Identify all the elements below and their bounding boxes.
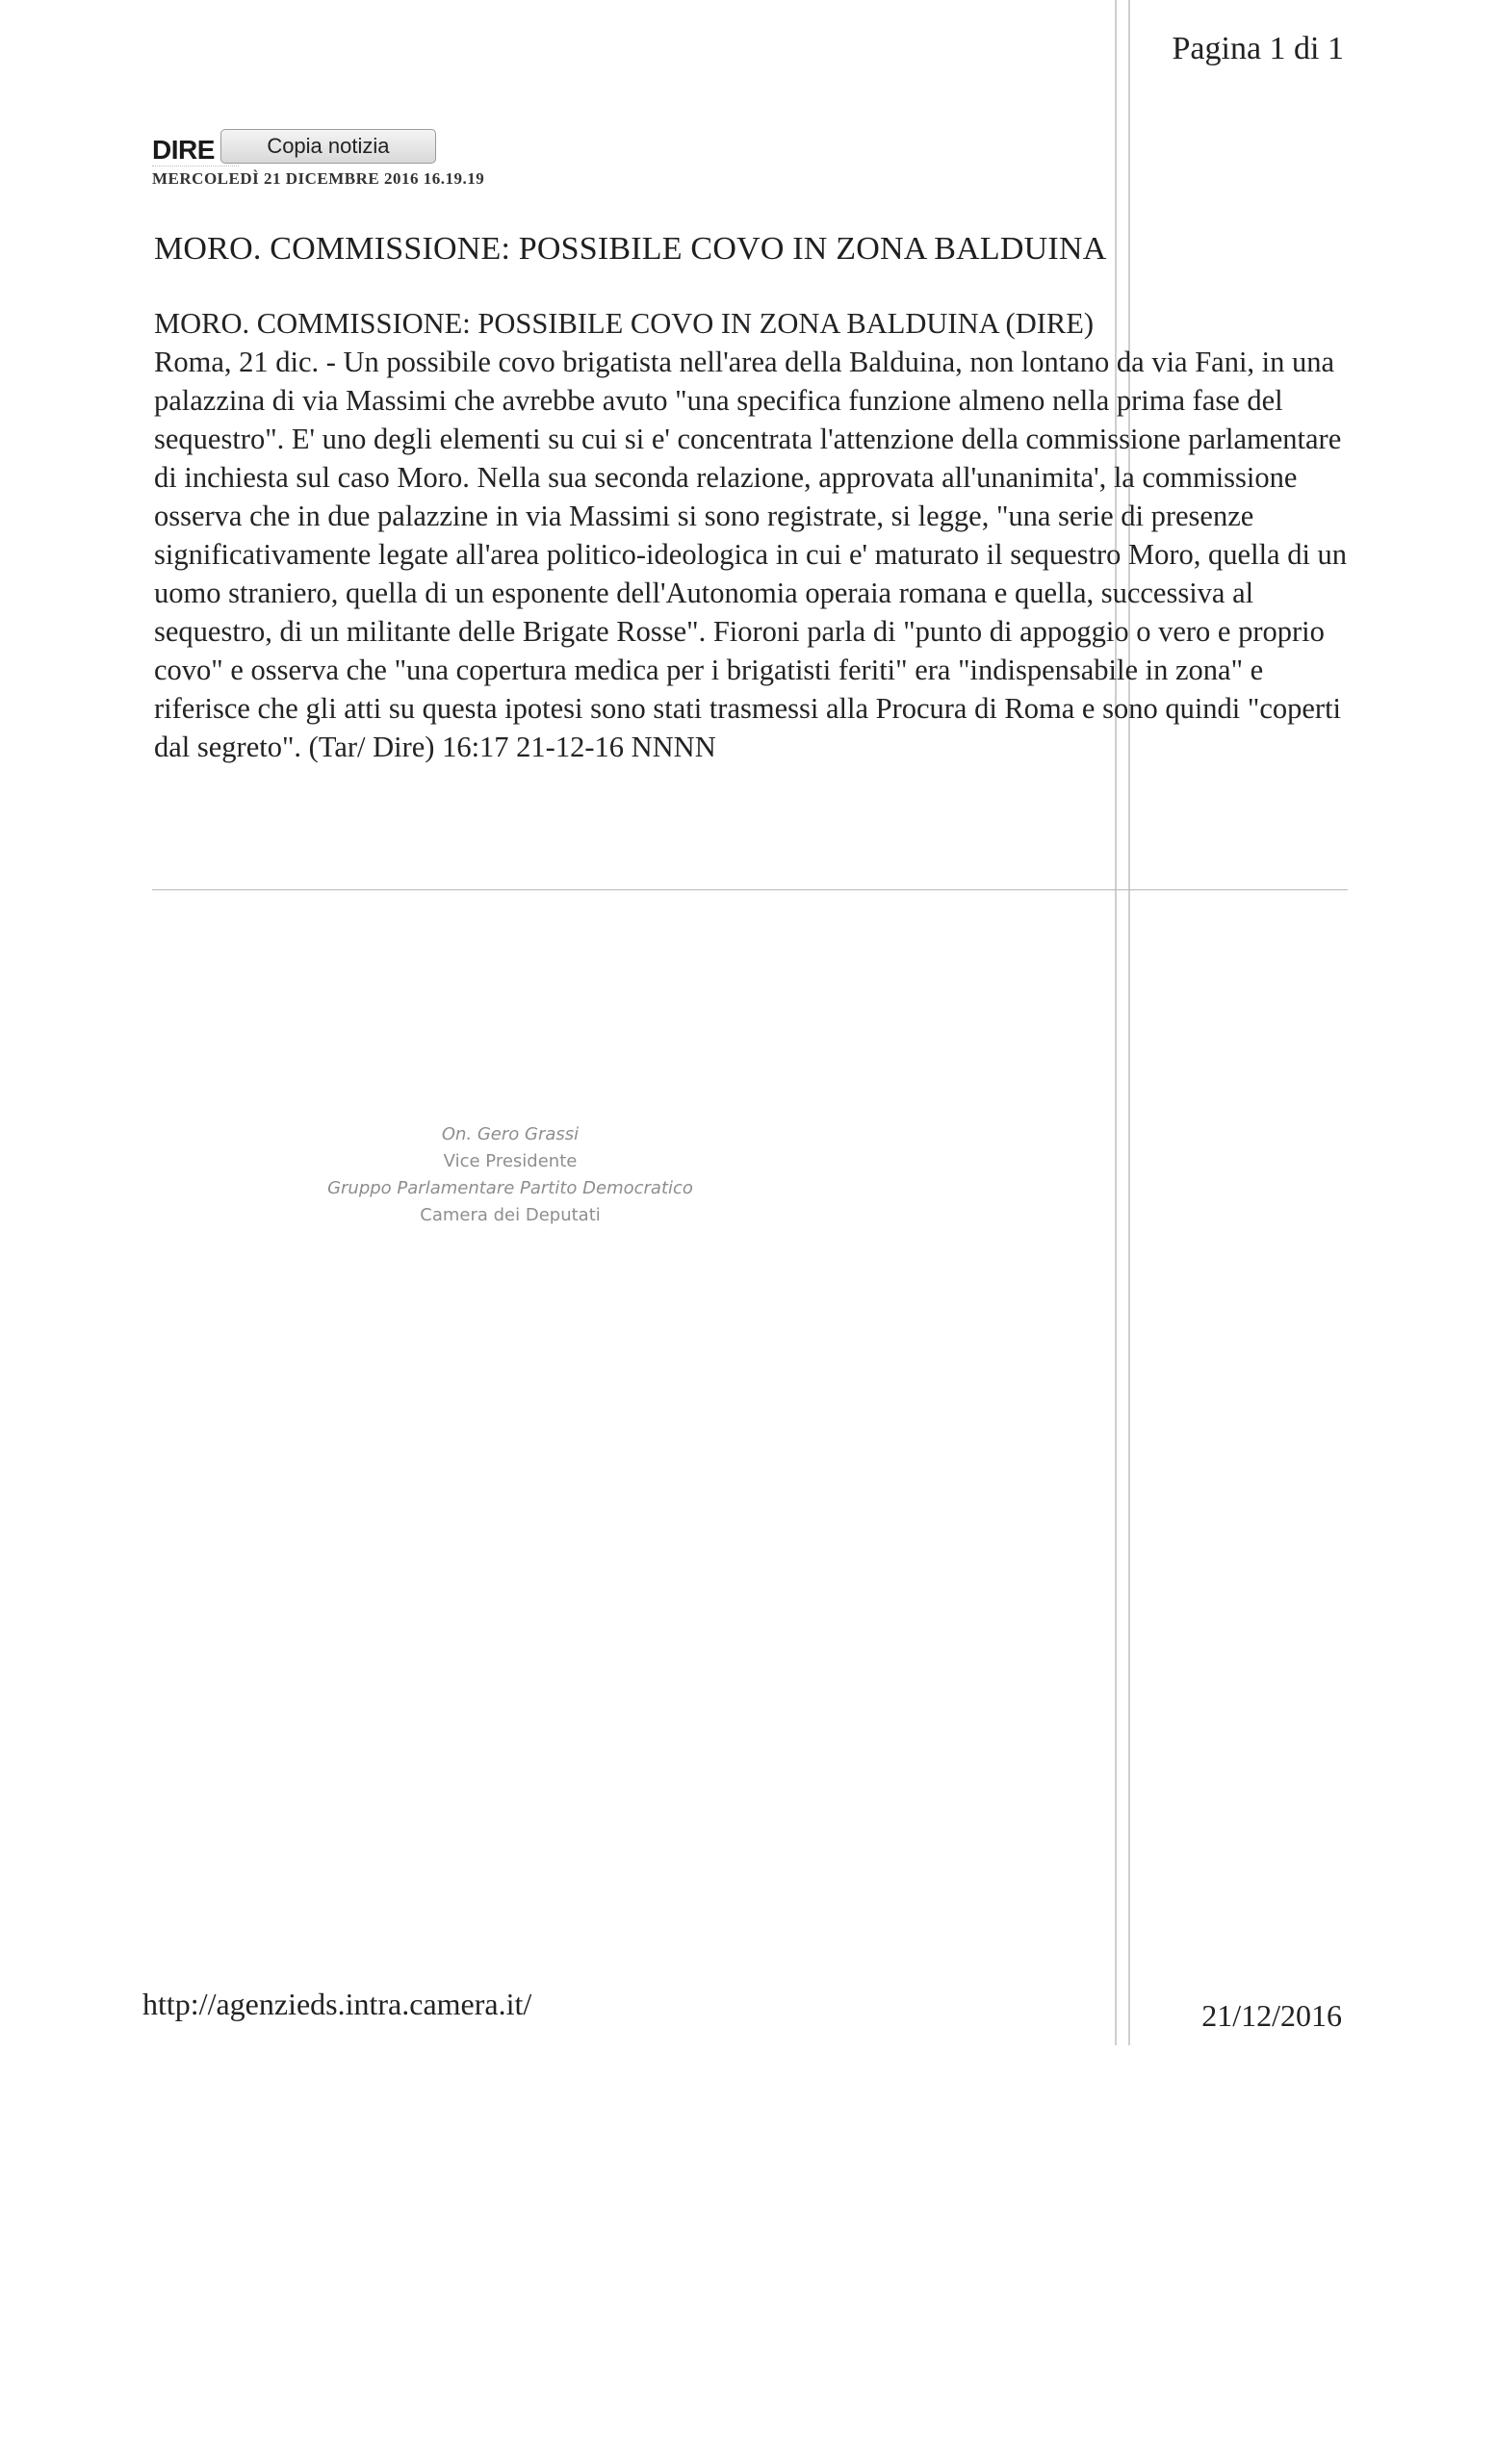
copy-news-button[interactable]: Copia notizia [220,129,436,164]
stamp-role: Vice Presidente [443,1151,578,1171]
stamp-name: On. Gero Grassi [441,1124,580,1144]
article-header [152,121,484,189]
article-body: Roma, 21 dic. - Un possibile covo brigatista nell'area della Balduina, non lontano da via Fani, in una palazzina di via Massimi che avrebbe avuto "una specifica funzione almeno nella prima fase del sequestro". E' uno degli elementi su cui si e' concentrata l'attenzione della commissione parlamentare di inchiesta sul caso Moro. Nella sua seconda relazione, approvata all'unanimita', la commissione osserva che in due palazzine in via Massimi si sono registrate, si legge, "una serie di presenze significativamente legate all'area politico-ideologica in cui e' maturato il sequestro Moro, quella di un uomo straniero, quella di un esponente dell'Autonomia operaia romana e quella, successiva al sequestro, di un militante delle Brigate Rosse". Fioroni parla di "punto di appoggio o vero e proprio covo" e osserva che "una copertura medica per i brigatisti feriti" era "indispensabile in zona" e riferisce che gli atti su questa ipotesi sono stati trasmessi alla Procura di Roma e sono quindi "coperti dal segreto". (Tar/ Dire) 16:17 21-12-16 NNNN [154,346,1348,763]
stamp-chamber: Camera dei Deputati [420,1205,601,1225]
article-title-line: MORO. COMMISSIONE: POSSIBILE COVO IN ZONA BALDUINA (DIRE) [154,307,1095,340]
footer-url: http://agenzieds.intra.camera.it/ [142,1987,532,2021]
signature-stamp [298,1121,722,1229]
dateline: MERCOLEDÌ 21 DICEMBRE 2016 16.19.19 [152,169,485,188]
article-text [154,304,1348,766]
logo-underline [152,166,239,170]
dire-logo [152,137,215,164]
logo-row [152,121,484,164]
article-headline: MORO. COMMISSIONE: POSSIBILE COVO IN ZONA BALDUINA [154,231,1107,267]
separator-line [152,889,1348,890]
footer-date: 21/12/2016 [1201,1998,1342,2033]
logo-text: DIRE [152,135,215,165]
stamp-group: Gruppo Parlamentare Partito Democratico [327,1178,693,1198]
page-number: Pagina 1 di 1 [1172,31,1344,66]
